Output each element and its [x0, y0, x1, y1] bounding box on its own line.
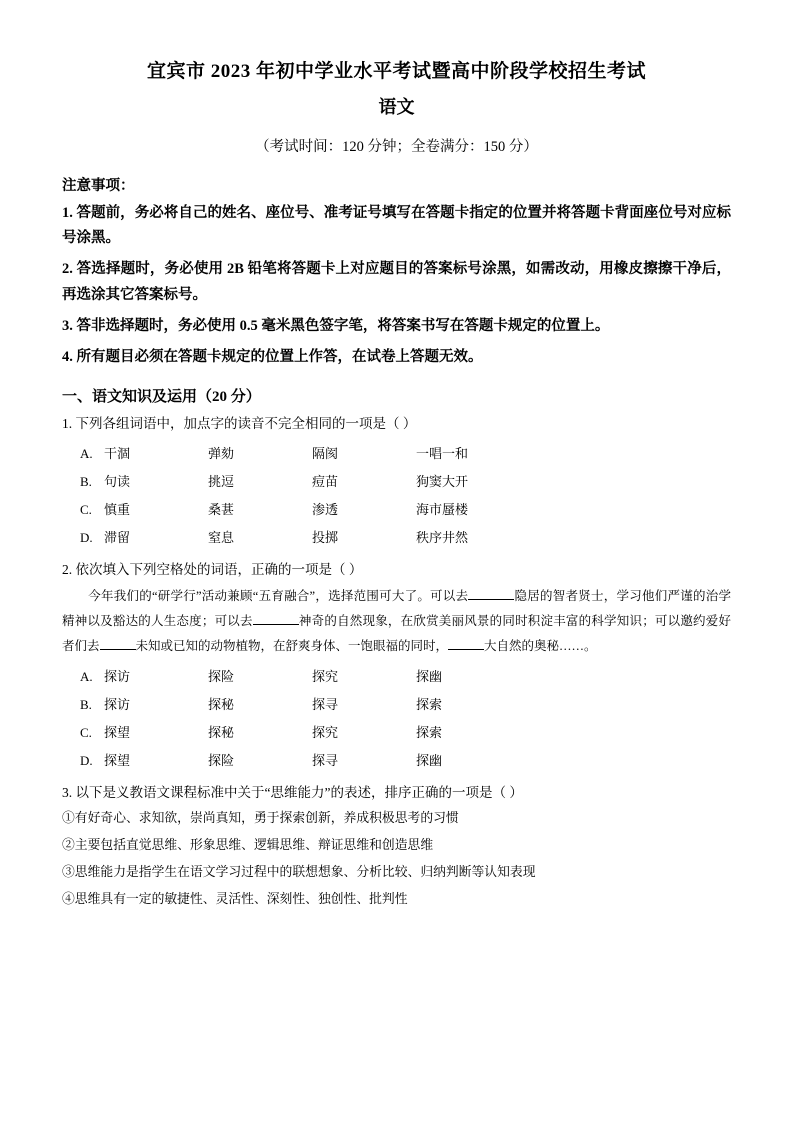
- option-word: 探望: [104, 752, 131, 768]
- option-word: 挑逗: [208, 473, 235, 489]
- question-3-stem: 3. 以下是义教语文课程标准中关于“思维能力”的表述，排序正确的一项是（ ）: [62, 784, 523, 800]
- option-word: 渗透: [312, 501, 339, 517]
- option-word: 探访: [104, 669, 131, 685]
- option-word: 弹劾: [208, 446, 235, 462]
- notice-item-3: 3. 答非选择题时，务必使用 0.5 毫米黑色签字笔，将答案书写在答题卡规定的位置上。: [62, 318, 610, 334]
- fill-blank: [468, 599, 514, 600]
- option-word: 探索: [416, 724, 443, 740]
- section-heading-1: 一、语文知识及运用（20 分）: [62, 388, 261, 405]
- option-word: 探望: [104, 724, 131, 740]
- option-word: 海市蜃楼: [416, 501, 469, 517]
- option-label: A.: [80, 669, 93, 685]
- option-label: B.: [80, 473, 92, 489]
- option-row[interactable]: [62, 524, 731, 552]
- option-row[interactable]: [62, 440, 731, 468]
- option-row[interactable]: [62, 747, 731, 775]
- option-word: 探秘: [208, 697, 235, 713]
- passage-part-1: 今年我们的“研学行”活动兼顾“五育融合”，选择范围可大了。可以去: [88, 589, 469, 604]
- passage-part-3: 神奇的自然现象，在欣赏美丽风景的同时积淀丰富的科学知识；可以邀约爱好者们去: [62, 614, 731, 654]
- option-label: C.: [80, 724, 92, 740]
- option-row[interactable]: [62, 719, 731, 747]
- notice-item-4: 4. 所有题目必须在答题卡规定的位置上作答，在试卷上答题无效。: [62, 349, 483, 366]
- question-3-statement-4: ④思维具有一定的敏捷性、灵活性、深刻性、独创性、批判性: [62, 891, 408, 906]
- option-word: 探险: [208, 669, 235, 685]
- option-word: 探寻: [312, 752, 339, 768]
- option-word: 探访: [104, 697, 131, 713]
- subject-title: 语文: [378, 96, 415, 117]
- option-word: 探究: [312, 724, 339, 740]
- option-word: 痘苗: [312, 473, 339, 489]
- option-word: 探秘: [208, 724, 235, 740]
- passage-part-4: 未知或已知的动物植物，在舒爽身体、一饱眼福的同时，: [135, 639, 449, 654]
- option-word: 探索: [416, 697, 443, 713]
- option-word: 窒息: [208, 529, 235, 545]
- question-1-stem: 1. 下列各组词语中，加点字的读音不完全相同的一项是（ ）: [62, 415, 417, 431]
- question-3-statement-3: ③思维能力是指学生在语文学习过程中的联想想象、分析比较、归纳判断等认知表现: [62, 864, 536, 879]
- option-row[interactable]: [62, 468, 731, 496]
- option-row[interactable]: [62, 663, 731, 691]
- option-word: 隔阂: [312, 446, 339, 462]
- option-row[interactable]: [62, 496, 731, 524]
- fill-blank: [253, 624, 299, 625]
- fill-blank: [448, 649, 484, 650]
- option-word: 句读: [104, 473, 131, 489]
- passage-part-2: 隐居的智者贤士，学习他们严谨的治学精神以及豁达的人生态度；可以去: [62, 589, 731, 629]
- option-label: D.: [80, 752, 93, 768]
- question-2-options: [62, 663, 731, 775]
- question-3-statement-2: ②主要包括直觉思维、形象思维、逻辑思维、辩证思维和创造思维: [62, 838, 434, 852]
- option-word: 慎重: [104, 501, 131, 517]
- option-word: 探幽: [416, 669, 443, 685]
- option-word: 干涸: [104, 446, 131, 462]
- notice-item-1: 1. 答题前，务必将自己的姓名、座位号、准考证号填写在答题卡指定的位置并将答题卡背面座位号对应标号涂黑。: [62, 204, 731, 246]
- option-word: 一唱一和: [416, 446, 469, 462]
- notice-item-2: 2. 答选择题时，务必使用 2B 铅笔将答题卡上对应题目的答案标号涂黑，如需改动，用橡皮擦擦干净后，再选涂其它答案标号。: [62, 261, 731, 303]
- option-word: 探险: [208, 752, 235, 768]
- exam-info: （考试时间：120 分钟；全卷满分：150 分）: [255, 138, 538, 155]
- option-label: A.: [80, 446, 93, 462]
- option-word: 探寻: [312, 697, 339, 713]
- option-word: 秩序井然: [416, 529, 469, 545]
- option-label: B.: [80, 697, 92, 713]
- option-word: 探究: [312, 669, 339, 685]
- option-label: C.: [80, 501, 92, 517]
- notice-heading: 注意事项：: [62, 177, 135, 194]
- option-word: 探幽: [416, 752, 443, 768]
- question-3-statement-1: ①有好奇心、求知欲，崇尚真知，勇于探索创新，养成积极思考的习惯: [62, 811, 459, 826]
- option-word: 桑葚: [208, 501, 235, 517]
- passage-part-5: 大自然的奥秘……。: [484, 639, 597, 654]
- option-word: 滞留: [104, 529, 131, 545]
- option-word: 狗窦大开: [416, 473, 469, 489]
- question-2-stem: 2. 依次填入下列空格处的词语，正确的一项是（ ）: [62, 561, 363, 577]
- option-row[interactable]: [62, 691, 731, 719]
- question-2-passage: [62, 584, 731, 659]
- question-1-options: [62, 440, 731, 552]
- fill-blank: [100, 649, 136, 650]
- option-word: 投掷: [312, 529, 339, 545]
- page-title: 宜宾市 2023 年初中学业水平考试暨高中阶段学校招生考试: [146, 61, 646, 82]
- option-label: D.: [80, 529, 93, 545]
